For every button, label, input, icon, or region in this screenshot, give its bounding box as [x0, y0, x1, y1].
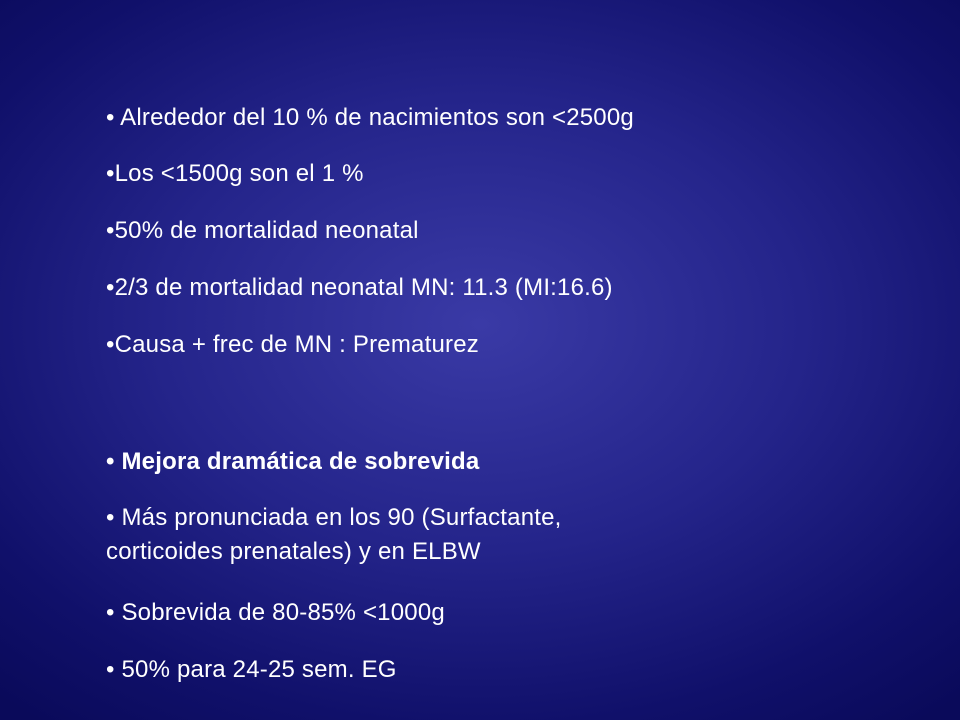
bullet-neonatal-mortality-two-thirds: •2/3 de mortalidad neonatal MN: 11.3 (MI:16.6)	[106, 274, 613, 301]
bullet-births-under-2500g: • Alrededor del 10 % de nacimientos son <2500g	[106, 104, 634, 131]
bullet-gestational-age: • 50% para 24-25 sem. EG	[106, 656, 397, 683]
bullet-under-1500g: •Los <1500g son el 1 %	[106, 160, 364, 187]
bullet-pronounced-90s-continued: corticoides prenatales) y en ELBW	[106, 538, 481, 565]
bullet-survival-improvement: • Mejora dramática de sobrevida	[106, 448, 480, 475]
bullet-pronounced-90s: • Más pronunciada en los 90 (Surfactante,	[106, 504, 562, 531]
bullet-neonatal-mortality-50: •50% de mortalidad neonatal	[106, 217, 419, 244]
bullet-main-cause: •Causa + frec de MN : Prematurez	[106, 331, 479, 358]
bullet-survival-rate: • Sobrevida de 80-85% <1000g	[106, 599, 445, 626]
